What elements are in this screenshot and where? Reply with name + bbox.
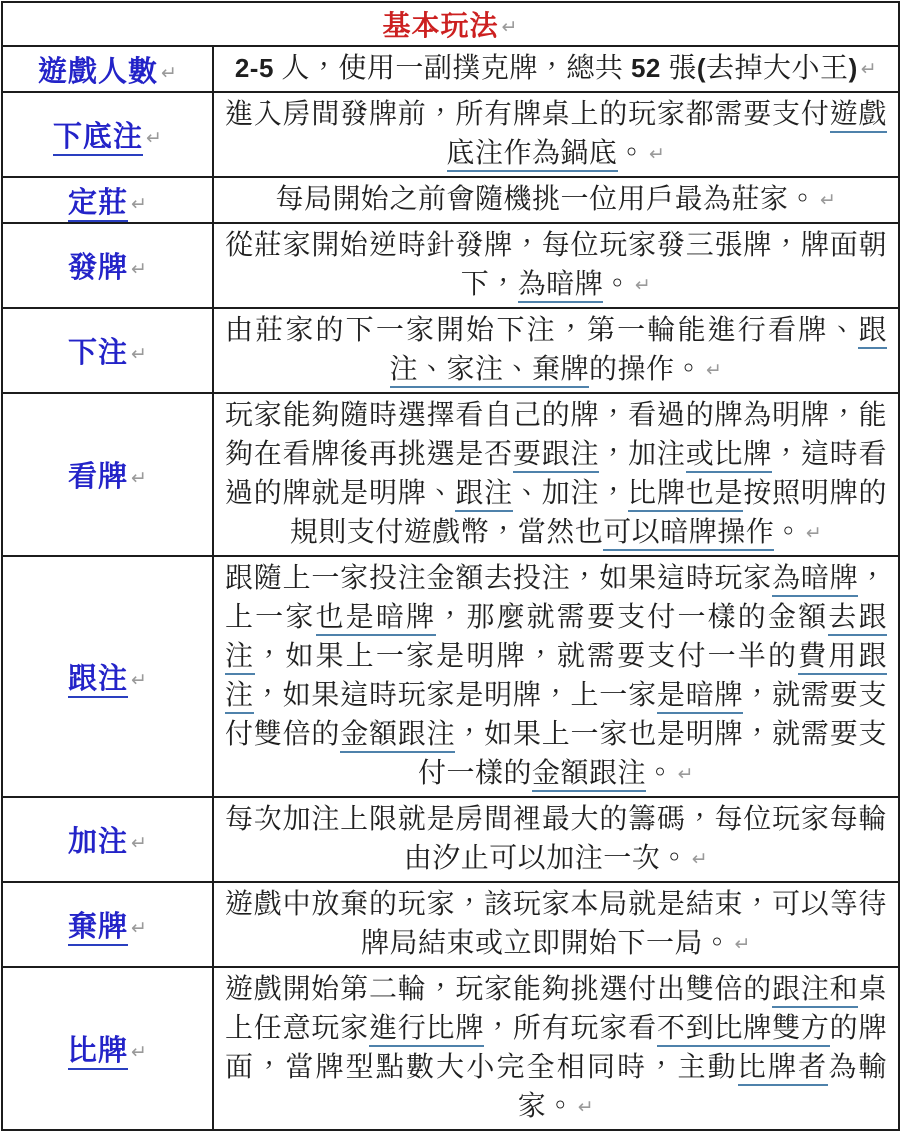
return-mark: ↵ xyxy=(131,467,147,489)
return-mark: ↵ xyxy=(146,127,162,149)
text-segment: 人，使用一副撲克牌，總共 xyxy=(273,53,631,84)
rule-link-3[interactable]: 定莊 xyxy=(68,187,128,222)
linked-term[interactable]: 可以暗牌操作 xyxy=(603,517,774,551)
return-mark: ↵ xyxy=(860,58,878,80)
text-segment: ，如果上一家也是明牌，就需要支付一樣的 xyxy=(418,719,887,789)
text-segment: 桌上任意玩家 xyxy=(225,974,887,1044)
table-row xyxy=(2,92,899,177)
text-segment: 。 xyxy=(774,517,803,548)
return-mark: ↵ xyxy=(131,343,147,365)
return-mark: ↵ xyxy=(131,258,147,280)
text-segment: ，如果這時玩家是明牌，上一家 xyxy=(253,680,657,711)
text-segment: ，所有玩家看 xyxy=(484,1013,657,1044)
rule-link-5[interactable]: 下注 xyxy=(68,337,129,369)
rule-description-cell xyxy=(213,797,899,882)
rules-table xyxy=(1,1,900,1131)
rule-description-cell xyxy=(213,882,899,967)
return-mark: ↵ xyxy=(577,1096,595,1118)
linked-term[interactable]: 要跟注 xyxy=(513,439,599,473)
text-segment: 。 xyxy=(603,269,632,300)
return-mark: ↵ xyxy=(501,16,519,38)
text-segment: 遊戲中放棄的玩家，該玩家本局就是結束，可以等待牌局結束或立即開始下一局。 xyxy=(225,889,887,959)
rule-link-8[interactable]: 加注 xyxy=(68,826,129,858)
text-segment: ，這時看過的牌就是明牌、 xyxy=(225,439,887,509)
linked-term[interactable]: 費用跟注 xyxy=(225,641,887,714)
text-segment: 按照明牌的規則支付遊戲幣，當然也 xyxy=(289,478,887,548)
text-segment: 由莊家的下一家開始下注，第一輪能進行看牌、 xyxy=(225,315,859,346)
return-mark: ↵ xyxy=(677,763,694,785)
return-mark: ↵ xyxy=(131,917,147,939)
return-mark: ↵ xyxy=(820,189,837,211)
page-title: 基本玩法 xyxy=(382,11,499,42)
text-segment: 玩家能夠隨時選擇看自己的牌，看過的牌為明牌，能夠在看牌後再挑選是否 xyxy=(225,400,887,470)
return-mark: ↵ xyxy=(734,933,751,955)
table-header-row xyxy=(2,2,899,46)
table-row xyxy=(2,177,899,223)
linked-term[interactable]: 或比牌 xyxy=(686,439,772,473)
rule-description-cell xyxy=(213,393,899,556)
text-segment: 52 xyxy=(630,53,661,83)
text-segment: 。 xyxy=(617,138,647,169)
rule-link-2[interactable]: 下底注 xyxy=(53,121,143,156)
linked-term[interactable]: 去跟注 xyxy=(225,602,887,675)
return-mark: ↵ xyxy=(649,143,666,165)
return-mark: ↵ xyxy=(805,522,823,544)
text-segment: 張 xyxy=(660,53,697,84)
rule-label-cell xyxy=(2,177,213,223)
return-mark: ↵ xyxy=(634,274,652,296)
rule-link-9[interactable]: 棄牌 xyxy=(68,911,128,946)
text-segment: 的操作。 xyxy=(589,354,704,385)
text-segment: ( xyxy=(696,53,707,83)
rule-label-cell xyxy=(2,967,213,1130)
text-segment: 去掉大小王 xyxy=(706,53,849,84)
rule-label-cell xyxy=(2,882,213,967)
linked-term[interactable]: 金額跟注 xyxy=(340,719,455,753)
rule-label-cell xyxy=(2,92,213,177)
table-title-cell xyxy=(2,2,899,46)
linked-term[interactable]: 不到比牌雙方 xyxy=(657,1013,830,1047)
linked-term[interactable]: 跟注 xyxy=(455,478,513,512)
linked-term[interactable]: 跟注和 xyxy=(772,974,858,1008)
rule-link-7[interactable]: 跟注 xyxy=(68,663,128,698)
linked-term[interactable]: 金額跟注 xyxy=(532,758,646,792)
rule-label-cell xyxy=(2,393,213,556)
table-row xyxy=(2,308,899,393)
text-segment: 、加注， xyxy=(512,478,629,509)
text-segment: 進入房間發牌前，所有牌桌上的玩家都需要支付 xyxy=(225,99,830,130)
linked-term[interactable]: 跟注、家注、棄牌 xyxy=(390,315,887,388)
text-segment: 跟隨上一家投注金額去投注，如果這時玩家 xyxy=(225,563,773,594)
rule-description-cell xyxy=(213,556,899,797)
text-segment: 每局開始之前會隨機挑一位用戶最為莊家。 xyxy=(275,184,818,215)
text-segment: 2-5 xyxy=(234,53,274,83)
linked-term[interactable]: 比牌者 xyxy=(738,1052,829,1086)
rule-label-cell xyxy=(2,46,213,92)
table-row xyxy=(2,46,899,92)
text-segment: 遊戲開始第二輪，玩家能夠挑選付出雙倍的 xyxy=(225,974,773,1005)
return-mark: ↵ xyxy=(131,669,147,691)
rule-link-10[interactable]: 比牌 xyxy=(68,1035,128,1070)
rule-label-cell xyxy=(2,556,213,797)
text-segment: 。 xyxy=(646,758,675,789)
text-segment: 每次加注上限就是房間裡最大的籌碼，每位玩家每輪由汐止可以加注一次。 xyxy=(225,804,887,874)
table-row xyxy=(2,967,899,1130)
text-segment: ，上一家 xyxy=(225,563,887,633)
return-mark: ↵ xyxy=(131,192,147,215)
text-segment: 從莊家開始逆時針發牌，每位玩家發三張牌，牌面朝下， xyxy=(225,230,887,300)
text-segment: ，如果上一家是明牌，就需要支付一半的 xyxy=(255,641,799,672)
text-segment: 的牌面，當牌型點數大小完全相同時，主動 xyxy=(225,1013,887,1083)
linked-term[interactable]: 進行比牌 xyxy=(369,1013,484,1047)
rules-table-body xyxy=(2,46,899,1130)
rule-description-cell xyxy=(213,223,899,308)
rule-link-4[interactable]: 發牌 xyxy=(68,252,129,284)
table-row xyxy=(2,223,899,308)
rule-label-cell xyxy=(2,223,213,308)
table-row xyxy=(2,556,899,797)
rule-description-cell xyxy=(213,46,899,92)
linked-term[interactable]: 是暗牌 xyxy=(657,680,743,714)
rule-label-cell xyxy=(2,797,213,882)
rule-link-1[interactable]: 遊戲人數 xyxy=(38,55,159,88)
linked-term[interactable]: 也是暗牌 xyxy=(316,602,437,636)
return-mark: ↵ xyxy=(706,359,723,381)
text-segment: 為輸家。 xyxy=(517,1052,887,1122)
table-row xyxy=(2,797,899,882)
linked-term[interactable]: 為暗牌 xyxy=(518,269,604,303)
table-row xyxy=(2,882,899,967)
return-mark: ↵ xyxy=(131,1041,147,1063)
text-segment: ) xyxy=(848,53,858,83)
text-segment: ，加注 xyxy=(599,439,686,470)
return-mark: ↵ xyxy=(131,832,147,854)
linked-term[interactable]: 遊戲底注作為鍋底 xyxy=(447,99,887,172)
table-row xyxy=(2,393,899,556)
rule-link-6[interactable]: 看牌 xyxy=(68,461,129,493)
return-mark: ↵ xyxy=(691,848,709,870)
linked-term[interactable]: 為暗牌 xyxy=(772,563,858,597)
rule-label-cell xyxy=(2,308,213,393)
text-segment: ，就需要支付雙倍的 xyxy=(225,680,887,750)
rule-description-cell xyxy=(213,177,899,223)
rule-description-cell xyxy=(213,308,899,393)
rule-description-cell xyxy=(213,967,899,1130)
rule-description-cell xyxy=(213,92,899,177)
return-mark: ↵ xyxy=(161,61,177,84)
text-segment: ，那麼就需要支付一樣的金額 xyxy=(436,602,829,633)
linked-term[interactable]: 比牌也是 xyxy=(628,478,743,512)
